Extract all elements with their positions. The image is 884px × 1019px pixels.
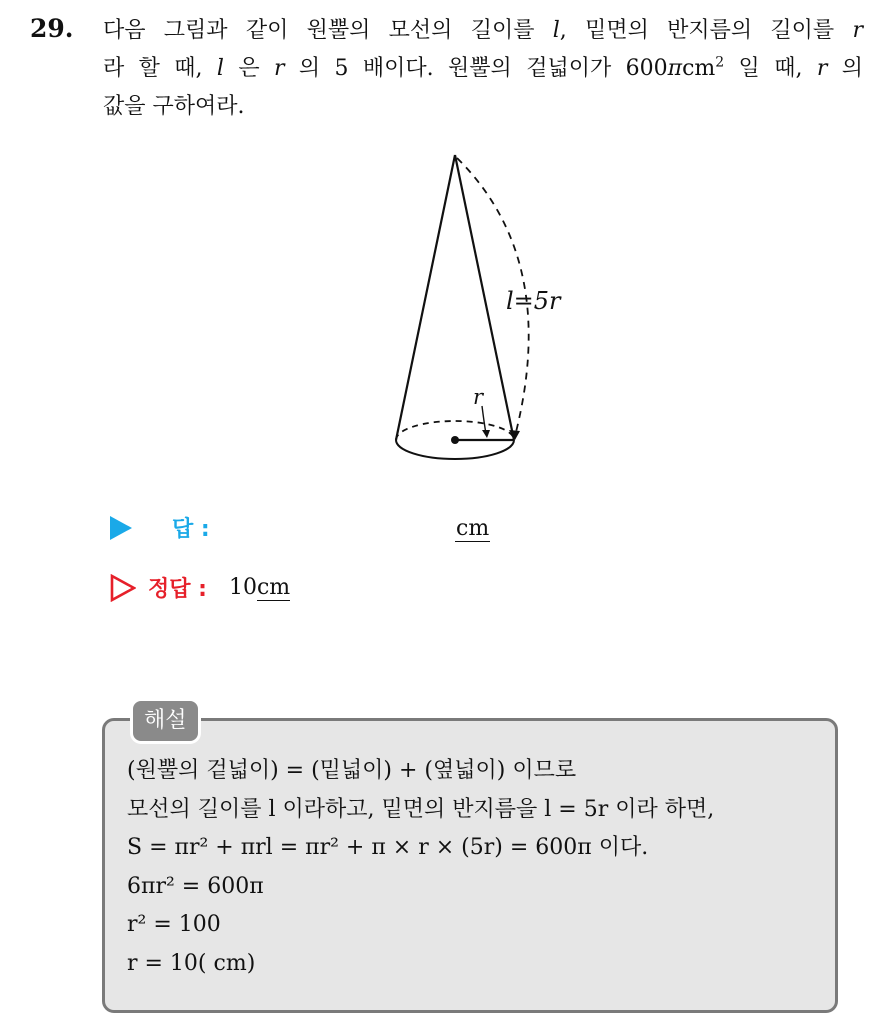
question-line-2: 라 할 때, l 은 r 의 5 배이다. 원뿔의 겉넓이가 600πcm$^2$ 일 때, r 의 xyxy=(103,54,863,81)
explanation-line-5: r² = 100 xyxy=(127,912,221,937)
correct-answer-unit: cm xyxy=(256,575,291,600)
explanation-tag: 해설 xyxy=(130,698,201,744)
question-line-1: 다음 그림과 같이 원뿔의 모선의 길이를 l, 밑면의 반지름의 길이를 r xyxy=(103,18,863,43)
explanation-text xyxy=(127,752,714,983)
correct-answer-label: 정답 : xyxy=(148,577,207,602)
slant-label: l=5r xyxy=(506,287,561,315)
correct-answer-row xyxy=(110,572,290,603)
cone-left-side xyxy=(396,155,455,440)
radius-label: r xyxy=(473,385,484,409)
cone-figure xyxy=(380,140,580,480)
answer-unit: cm xyxy=(456,516,490,541)
base-center-point xyxy=(451,436,459,444)
answer-input[interactable] xyxy=(455,516,490,541)
answer-row xyxy=(110,512,210,543)
radius-pointer-head xyxy=(482,430,490,438)
question-number: 29. xyxy=(30,14,74,43)
answer-label: 답 : xyxy=(172,517,210,542)
explanation-line-6: r = 10( cm) xyxy=(127,950,256,976)
explanation-line-4: 6πr² = 600π xyxy=(127,873,264,899)
explanation-line-2: 모선의 길이를 l 이라하고, 밑면의 반지름을 l = 5r 이라 하면, xyxy=(127,796,715,822)
question-line-3: 값을 구하여라. xyxy=(103,94,245,119)
explanation-line-1: (원뿔의 겉넓이) = (밑넓이) + (옆넓이) 이므로 xyxy=(127,758,577,783)
correct-answer-value: 10cm xyxy=(228,575,291,600)
slant-arrow-head xyxy=(509,430,520,440)
filled-triangle-icon xyxy=(110,516,132,540)
question-text xyxy=(103,12,863,126)
outline-triangle-icon xyxy=(110,574,136,602)
radius-pointer xyxy=(482,406,486,434)
explanation-line-3: S = πr² + πrl = πr² + π × r × (5r) = 600π 이다. xyxy=(127,835,649,860)
